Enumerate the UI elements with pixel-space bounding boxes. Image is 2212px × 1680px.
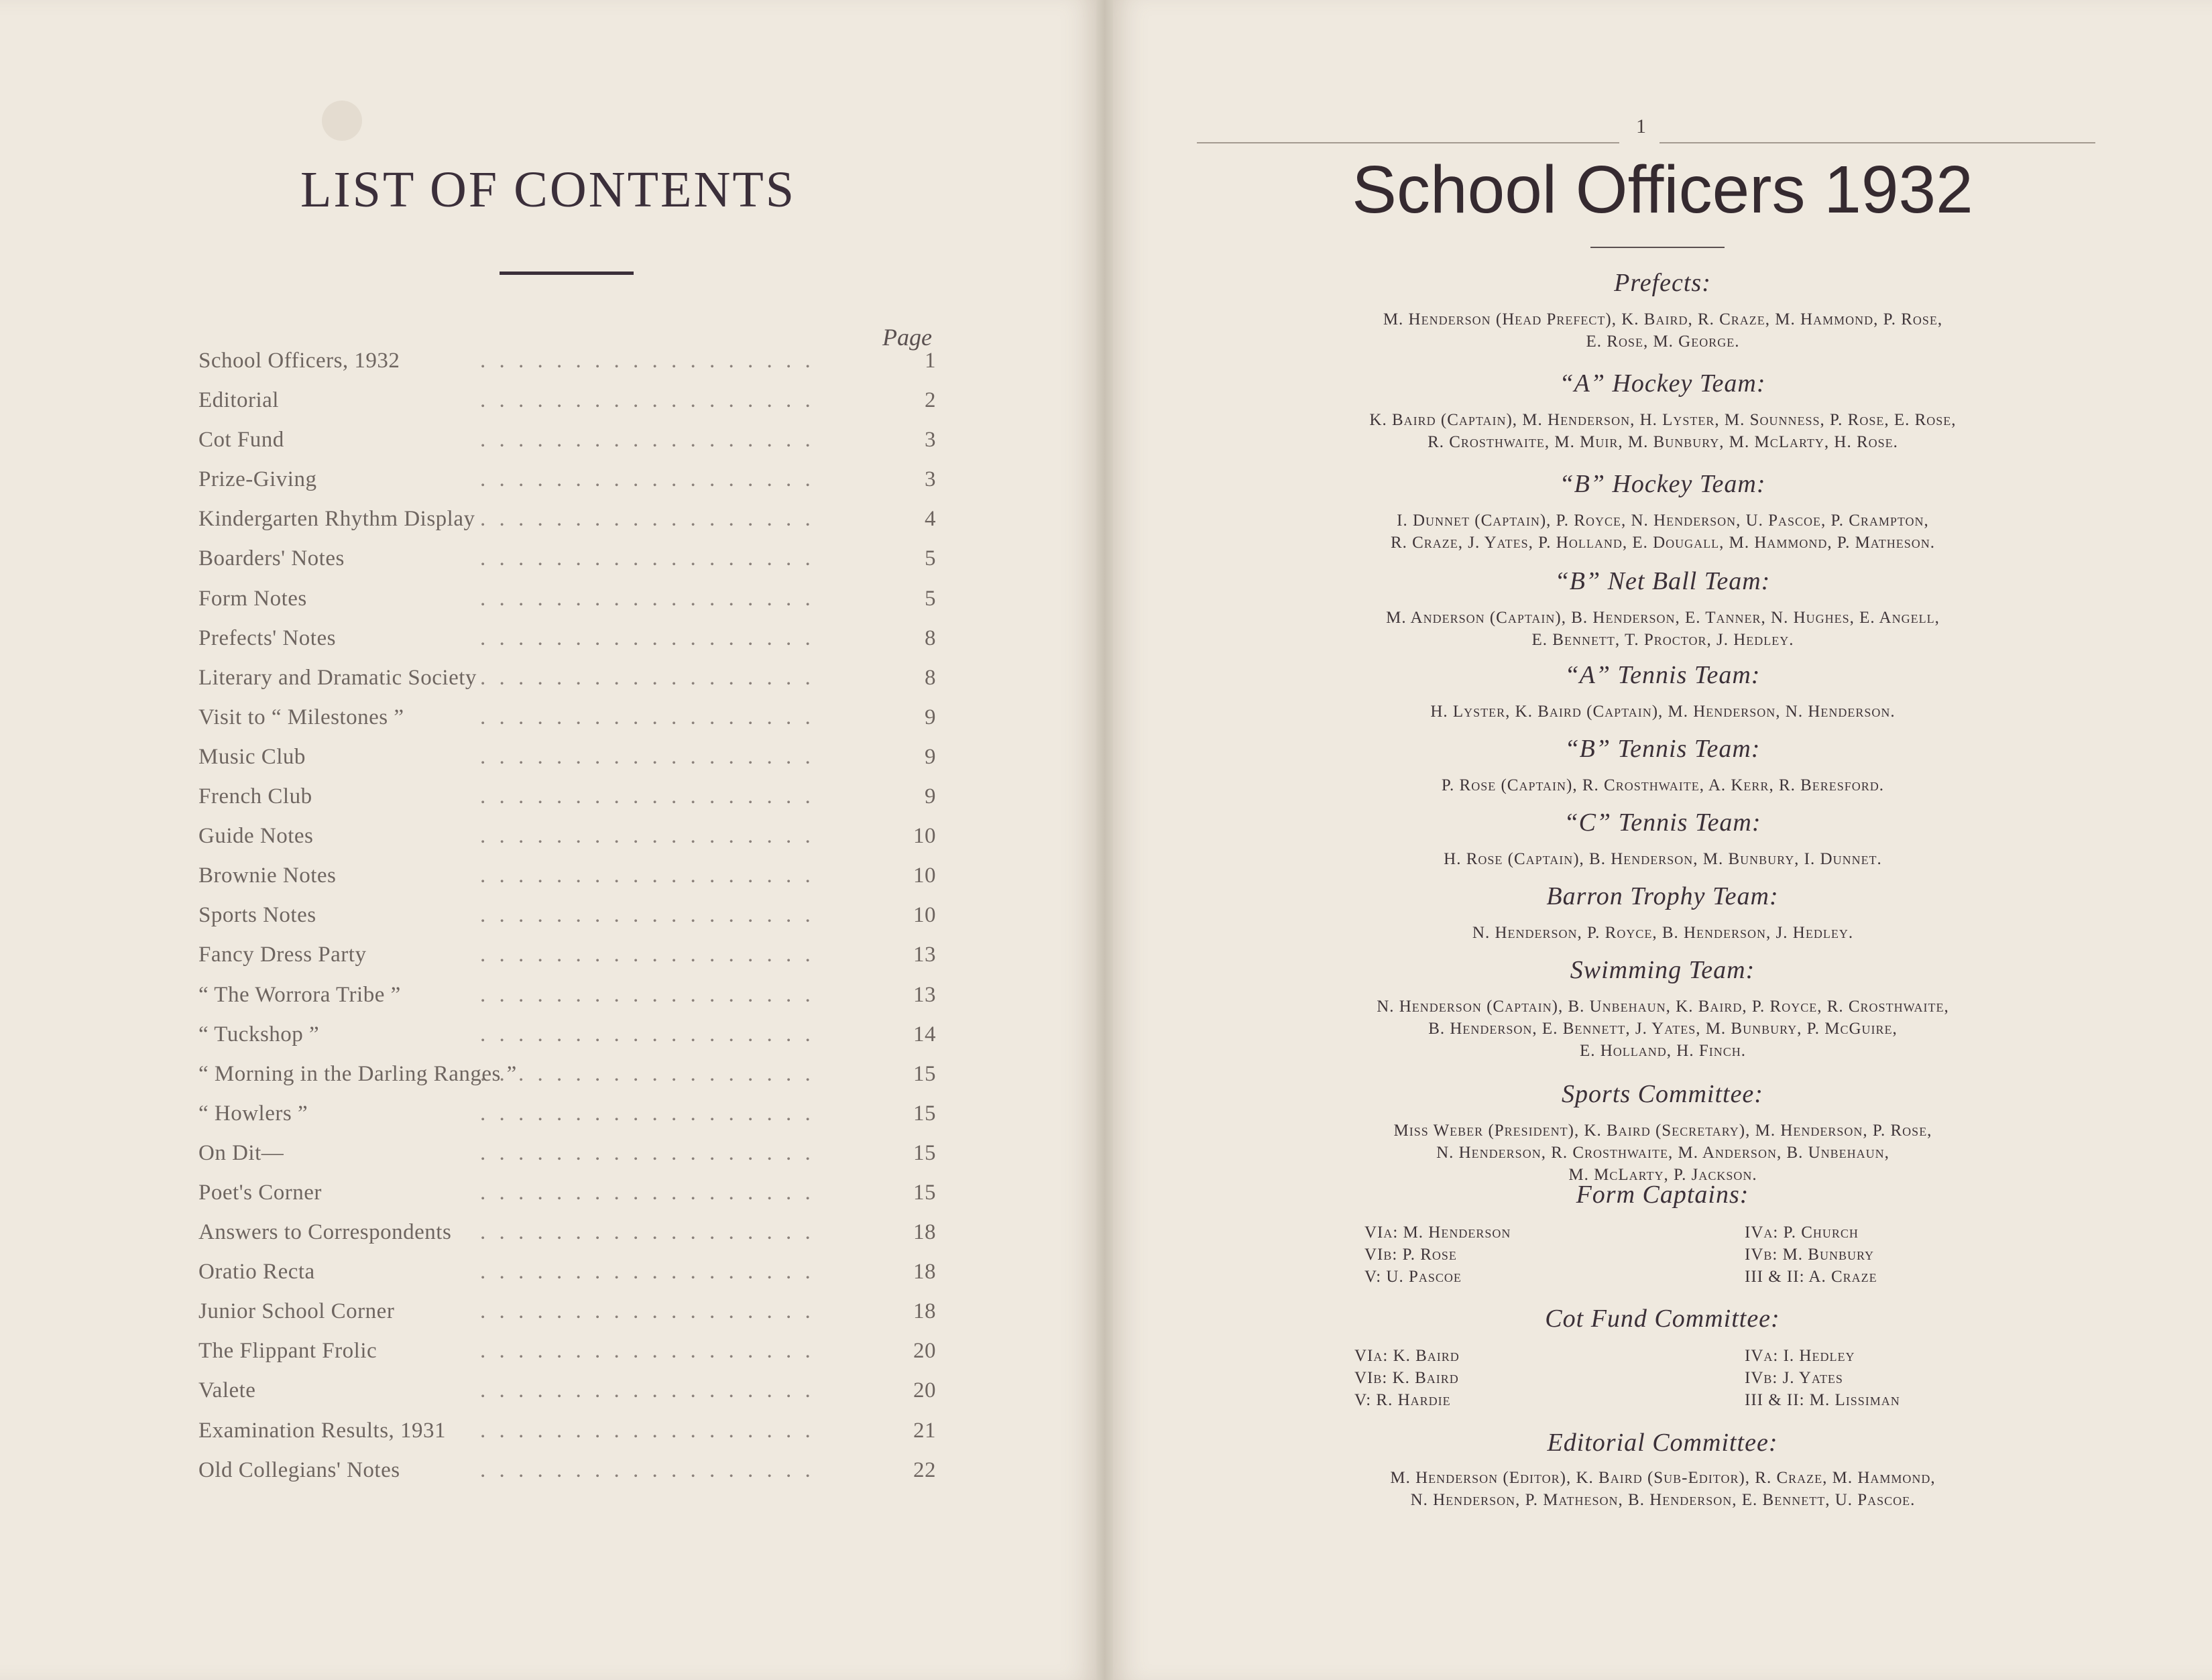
entry-title: Fancy Dress Party — [198, 943, 367, 967]
contents-entry — [198, 467, 936, 507]
leader-dots: . . . . . . . . . . . . . . . . . . — [480, 705, 815, 729]
form-captain: III & II: A. Craze — [1745, 1268, 1877, 1286]
leader-dots: . . . . . . . . . . . . . . . . . . — [480, 665, 815, 690]
leader-dots: . . . . . . . . . . . . . . . . . . — [480, 1022, 815, 1046]
editorial-committee-heading: Editorial Committee: — [1547, 1429, 1778, 1457]
form-captain: VIb: P. Rose — [1364, 1246, 1457, 1264]
entry-title: “ Morning in the Darling Ranges ” — [198, 1061, 517, 1086]
section-members — [1234, 607, 2092, 651]
entry-page-number: 5 — [925, 586, 936, 611]
spine-gutter — [1096, 0, 1113, 1680]
member-line: M. Henderson (Head Prefect), K. Baird, R. Craze, M. Hammond, P. Rose, — [1383, 310, 1943, 328]
cot-fund-member: VIa: K. Baird — [1354, 1347, 1460, 1365]
entry-page-number: 9 — [925, 744, 936, 769]
page-column-heading: Page — [882, 324, 932, 351]
entry-page-number: 1 — [925, 349, 936, 373]
contents-entry — [198, 983, 936, 1022]
section-heading: “A” Hockey Team: — [1559, 369, 1766, 398]
entry-page-number: 10 — [913, 903, 936, 928]
member-line: M. Henderson (Editor), K. Baird (Sub-Editor), R. Craze, M. Hammond, — [1390, 1469, 1936, 1487]
entry-page-number: 3 — [925, 428, 936, 453]
member-line: K. Baird (Captain), M. Henderson, H. Lyster, M. Sounness, P. Rose, E. Rose, — [1369, 411, 1957, 429]
member-line: M. Anderson (Captain), B. Henderson, E. Tanner, N. Hughes, E. Angell, — [1386, 609, 1940, 627]
contents-entry — [198, 388, 936, 428]
title-underline — [500, 272, 634, 275]
entry-title: Kindergarten Rhythm Display — [198, 507, 475, 532]
entry-title: Junior School Corner — [198, 1299, 395, 1324]
leader-dots: . . . . . . . . . . . . . . . . . . — [480, 1457, 815, 1482]
section-heading: Prefects: — [1614, 269, 1711, 297]
contents-entry — [198, 705, 936, 745]
form-captain: IVb: M. Bunbury — [1745, 1246, 1874, 1264]
leader-dots: . . . . . . . . . . . . . . . . . . — [480, 349, 815, 373]
form-captains-right — [1745, 1221, 1877, 1288]
contents-entry — [198, 1260, 936, 1299]
leader-dots: . . . . . . . . . . . . . . . . . . — [480, 546, 815, 571]
entry-page-number: 18 — [913, 1220, 936, 1245]
contents-entry — [198, 1378, 936, 1418]
contents-entry — [198, 587, 936, 626]
section-members — [1234, 996, 2092, 1062]
entry-title: “ Howlers ” — [198, 1101, 308, 1126]
contents-entry — [198, 626, 936, 666]
entry-page-number: 20 — [913, 1339, 936, 1364]
contents-entry — [198, 943, 936, 982]
section-heading: “B” Hockey Team: — [1559, 470, 1766, 498]
leader-dots: . . . . . . . . . . . . . . . . . . — [480, 1378, 815, 1403]
member-line: B. Henderson, E. Bennett, J. Yates, M. Bunbury, P. McGuire, — [1428, 1020, 1898, 1038]
entry-title: “ The Worrora Tribe ” — [198, 982, 401, 1007]
entry-page-number: 22 — [913, 1457, 936, 1482]
member-line: N. Henderson, P. Royce, B. Henderson, J. Hedley. — [1472, 924, 1854, 942]
contents-entry — [198, 903, 936, 943]
member-line: H. Rose (Captain), B. Henderson, M. Bunbury, I. Dunnet. — [1444, 850, 1882, 868]
leader-dots: . . . . . . . . . . . . . . . . . . — [480, 784, 815, 809]
entry-title: Literary and Dramatic Society — [198, 665, 477, 690]
section-heading: “B” Net Ball Team: — [1554, 567, 1771, 595]
contents-entry — [198, 1141, 936, 1181]
editorial-committee-members — [1234, 1467, 2092, 1511]
entry-page-number: 2 — [925, 388, 936, 413]
entry-title: Examination Results, 1931 — [198, 1418, 447, 1443]
leader-dots: . . . . . . . . . . . . . . . . . . — [480, 1220, 815, 1245]
entry-title: School Officers, 1932 — [198, 349, 400, 373]
contents-entry — [198, 1299, 936, 1339]
form-captains-heading: Form Captains: — [1576, 1181, 1749, 1209]
contents-entry — [198, 507, 936, 546]
leader-dots: . . . . . . . . . . . . . . . . . . — [480, 428, 815, 453]
contents-list — [198, 349, 936, 1498]
leader-dots: . . . . . . . . . . . . . . . . . . — [480, 1140, 815, 1165]
leader-dots: . . . . . . . . . . . . . . . . . . — [480, 824, 815, 849]
leader-dots: . . . . . . . . . . . . . . . . . . — [480, 1418, 815, 1443]
leader-dots: . . . . . . . . . . . . . . . . . . — [480, 1180, 815, 1205]
entry-page-number: 8 — [925, 625, 936, 650]
member-line: E. Bennett, T. Proctor, J. Hedley. — [1531, 631, 1794, 649]
leader-dots: . . . . . . . . . . . . . . . . . . — [480, 982, 815, 1007]
entry-page-number: 4 — [925, 507, 936, 532]
entry-title: Music Club — [198, 744, 306, 769]
cot-fund-member: V: R. Hardie — [1354, 1391, 1451, 1409]
cot-fund-member: VIb: K. Baird — [1354, 1369, 1459, 1387]
header-rule-left — [1197, 142, 1619, 143]
entry-title: Sports Notes — [198, 903, 316, 928]
section-heading: Swimming Team: — [1570, 956, 1755, 984]
contents-entry — [198, 1022, 936, 1062]
header-rule-right — [1660, 142, 2095, 143]
contents-entry — [198, 1419, 936, 1458]
member-line: R. Crosthwaite, M. Muir, M. Bunbury, M. McLarty, H. Rose. — [1428, 433, 1898, 451]
entry-title: Brownie Notes — [198, 863, 337, 888]
entry-page-number: 15 — [913, 1101, 936, 1126]
leader-dots: . . . . . . . . . . . . . . . . . . — [480, 586, 815, 611]
contents-entry — [198, 824, 936, 863]
entry-page-number: 18 — [913, 1299, 936, 1324]
leader-dots: . . . . . . . . . . . . . . . . . . — [480, 388, 815, 413]
contents-entry — [198, 428, 936, 467]
section-members — [1234, 848, 2092, 870]
leader-dots: . . . . . . . . . . . . . . . . . . — [480, 1061, 815, 1086]
entry-page-number: 10 — [913, 863, 936, 888]
entry-title: Prize-Giving — [198, 467, 317, 492]
entry-title: Poet's Corner — [198, 1180, 322, 1205]
member-line: P. Rose (Captain), R. Crosthwaite, A. Kerr, R. Beresford. — [1441, 776, 1885, 794]
leader-dots: . . . . . . . . . . . . . . . . . . — [480, 467, 815, 492]
section-heading: “B” Tennis Team: — [1564, 735, 1761, 763]
entry-page-number: 21 — [913, 1418, 936, 1443]
contents-title: LIST OF CONTENTS — [300, 162, 797, 218]
section-members — [1234, 1120, 2092, 1186]
contents-entry — [198, 349, 936, 388]
contents-page — [0, 0, 1096, 1680]
entry-page-number: 13 — [913, 943, 936, 967]
member-line: E. Rose, M. George. — [1586, 333, 1740, 351]
section-heading: “A” Tennis Team: — [1564, 661, 1761, 689]
leader-dots: . . . . . . . . . . . . . . . . . . — [480, 625, 815, 650]
contents-entry — [198, 745, 936, 784]
member-line: R. Craze, J. Yates, P. Holland, E. Dougall, M. Hammond, P. Matheson. — [1390, 534, 1936, 552]
entry-title: The Flippant Frolic — [198, 1339, 377, 1364]
cot-fund-right — [1745, 1345, 1900, 1411]
leader-dots: . . . . . . . . . . . . . . . . . . — [480, 863, 815, 888]
contents-entry — [198, 863, 936, 903]
contents-entry — [198, 1181, 936, 1220]
member-line: N. Henderson, P. Matheson, B. Henderson, E. Bennett, U. Pascoe. — [1410, 1491, 1916, 1509]
cot-fund-left — [1354, 1345, 1460, 1411]
section-members — [1234, 774, 2092, 796]
section-members — [1234, 701, 2092, 723]
entry-page-number: 10 — [913, 824, 936, 849]
entry-page-number: 20 — [913, 1378, 936, 1403]
paper-mark — [322, 101, 362, 141]
contents-entry — [198, 666, 936, 705]
title-underline — [1590, 247, 1725, 248]
entry-page-number: 15 — [913, 1061, 936, 1086]
section-members — [1234, 509, 2092, 554]
section-members — [1234, 409, 2092, 453]
section-heading: “C” Tennis Team: — [1564, 808, 1761, 837]
form-captain: V: U. Pascoe — [1364, 1268, 1462, 1286]
page-title: School Officers 1932 — [1352, 152, 1973, 227]
entry-title: Answers to Correspondents — [198, 1220, 452, 1245]
entry-title: Prefects' Notes — [198, 625, 336, 650]
section-heading: Barron Trophy Team: — [1546, 882, 1779, 910]
leader-dots: . . . . . . . . . . . . . . . . . . — [480, 903, 815, 928]
contents-entry — [198, 1220, 936, 1260]
leader-dots: . . . . . . . . . . . . . . . . . . — [480, 943, 815, 967]
contents-entry — [198, 1458, 936, 1498]
contents-entry — [198, 784, 936, 824]
form-captains-left — [1364, 1221, 1511, 1288]
entry-title: Valete — [198, 1378, 256, 1403]
entry-page-number: 8 — [925, 665, 936, 690]
leader-dots: . . . . . . . . . . . . . . . . . . — [480, 1101, 815, 1126]
entry-page-number: 9 — [925, 705, 936, 729]
entry-title: Cot Fund — [198, 428, 284, 453]
entry-title: Editorial — [198, 388, 279, 413]
entry-title: “ Tuckshop ” — [198, 1022, 320, 1046]
leader-dots: . . . . . . . . . . . . . . . . . . — [480, 744, 815, 769]
leader-dots: . . . . . . . . . . . . . . . . . . — [480, 1339, 815, 1364]
member-line: Miss Weber (President), K. Baird (Secretary), M. Henderson, P. Rose, — [1393, 1122, 1932, 1140]
cot-fund-member: IVa: I. Hedley — [1745, 1347, 1855, 1365]
entry-title: Oratio Recta — [198, 1260, 315, 1284]
entry-page-number: 3 — [925, 467, 936, 492]
member-line: E. Holland, H. Finch. — [1579, 1042, 1747, 1060]
entry-title: Guide Notes — [198, 824, 314, 849]
entry-page-number: 15 — [913, 1180, 936, 1205]
form-captain: VIa: M. Henderson — [1364, 1223, 1511, 1242]
entry-title: On Dit— — [198, 1140, 284, 1165]
form-captain: IVa: P. Church — [1745, 1223, 1859, 1242]
member-line: M. McLarty, P. Jackson. — [1568, 1166, 1757, 1184]
entry-page-number: 15 — [913, 1140, 936, 1165]
section-heading: Sports Committee: — [1562, 1080, 1763, 1108]
entry-title: Old Collegians' Notes — [198, 1457, 400, 1482]
entry-page-number: 5 — [925, 546, 936, 571]
page-number: 1 — [1636, 115, 1646, 137]
entry-title: Boarders' Notes — [198, 546, 345, 571]
contents-entry — [198, 546, 936, 586]
entry-page-number: 14 — [913, 1022, 936, 1046]
leader-dots: . . . . . . . . . . . . . . . . . . — [480, 1260, 815, 1284]
section-members — [1234, 922, 2092, 944]
contents-entry — [198, 1101, 936, 1141]
member-line: H. Lyster, K. Baird (Captain), M. Henderson, N. Henderson. — [1430, 703, 1896, 721]
member-line: I. Dunnet (Captain), P. Royce, N. Henderson, U. Pascoe, P. Crampton, — [1397, 512, 1929, 530]
member-line: N. Henderson (Captain), B. Unbehaun, K. Baird, P. Royce, R. Crosthwaite, — [1377, 998, 1949, 1016]
cot-fund-heading: Cot Fund Committee: — [1545, 1305, 1780, 1333]
entry-title: Visit to “ Milestones ” — [198, 705, 404, 729]
cot-fund-member: IVb: J. Yates — [1745, 1369, 1843, 1387]
entry-page-number: 9 — [925, 784, 936, 809]
section-members — [1234, 308, 2092, 353]
leader-dots: . . . . . . . . . . . . . . . . . . — [480, 507, 815, 532]
contents-entry — [198, 1062, 936, 1101]
entry-title: French Club — [198, 784, 312, 809]
entry-page-number: 18 — [913, 1260, 936, 1284]
leader-dots: . . . . . . . . . . . . . . . . . . — [480, 1299, 815, 1324]
cot-fund-member: III & II: M. Lissiman — [1745, 1391, 1900, 1409]
entry-title: Form Notes — [198, 586, 307, 611]
contents-entry — [198, 1339, 936, 1378]
entry-page-number: 13 — [913, 982, 936, 1007]
member-line: N. Henderson, R. Crosthwaite, M. Anderson, B. Unbehaun, — [1436, 1144, 1889, 1162]
